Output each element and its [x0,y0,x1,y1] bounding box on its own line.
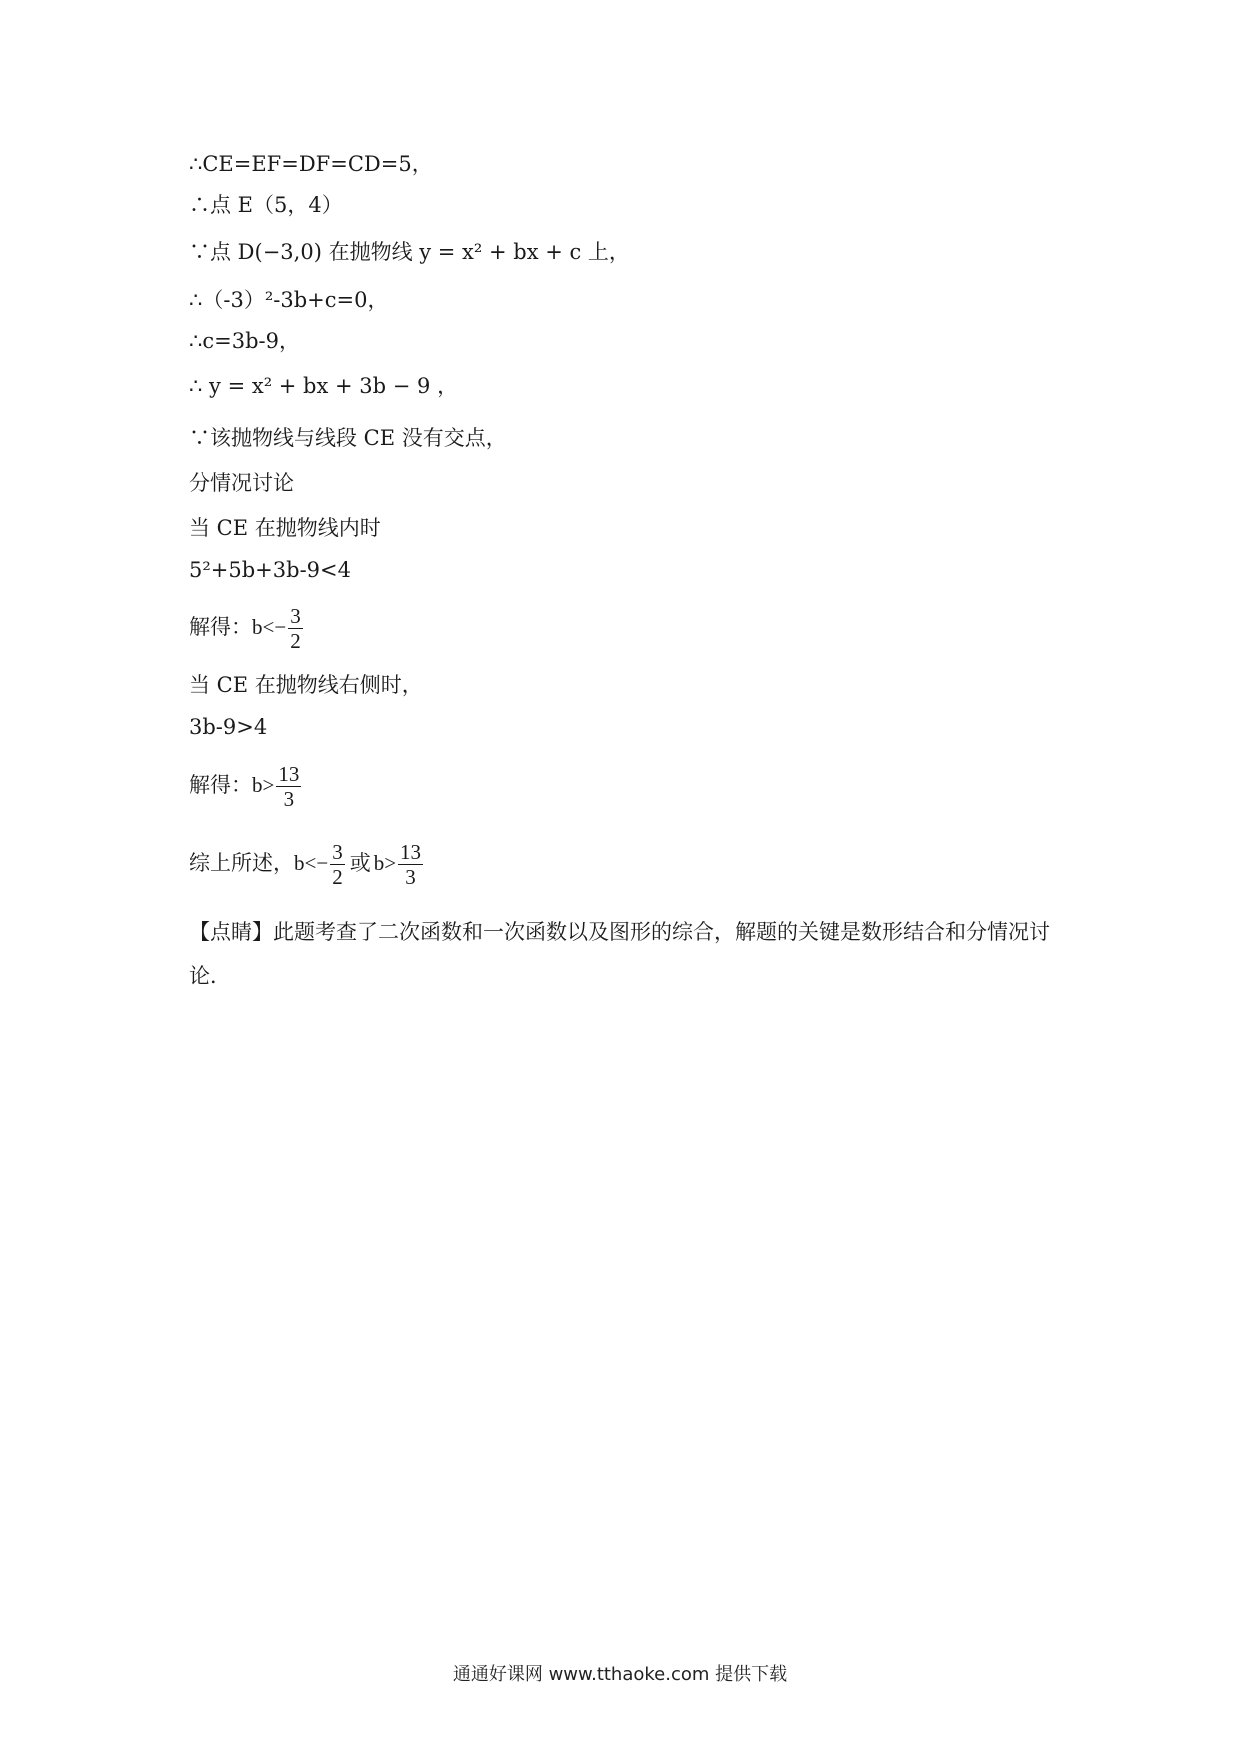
connector-text: 或 [349,851,371,875]
fraction-denominator: 3 [283,787,295,811]
inequality-text: b> [373,851,397,875]
fraction [288,604,303,653]
solve-label: 解得： [189,615,252,639]
case-right-line: 当 CE 在抛物线右侧时， [189,673,423,697]
c-expression-line: ∴c=3b-9， [189,329,300,353]
key-point-note: 【点睛】此题考查了二次函数和一次函数以及图形的综合，解题的关键是数形结合和分情况讨论． [189,920,1050,988]
case-discussion-line: 分情况讨论 [189,471,294,495]
summary-label: 综上所述， [189,851,294,875]
fraction [276,762,301,811]
inequality-right-line: 3b-9>4 [189,715,268,739]
no-intersection-line: ∵该抛物线与线段 CE 没有交点， [189,426,507,450]
point-d-on-parabola-line: ∵点 D(−3,0) 在抛物线 y = x² + bx + c 上， [189,240,630,264]
summary-line [189,833,425,893]
case-inside-line: 当 CE 在抛物线内时 [189,516,381,540]
equal-sides-line: ∴CE=EF=DF=CD=5， [189,152,433,176]
footer-source: 通通好课网 www.tthaoke.com 提供下载 [452,1664,788,1685]
inequality-text: b<− [294,851,329,875]
inequality-text: b> [252,773,275,797]
parabola-expression-line: ∴ y = x² + bx + 3b − 9 ， [189,374,459,398]
inequality-text: b<− [252,615,287,639]
solve-result-1 [189,597,305,657]
fraction-denominator: 3 [405,865,416,889]
fraction [398,840,423,889]
fraction [330,840,345,889]
fraction-numerator: 3 [290,604,301,628]
fraction-numerator: 13 [278,762,300,786]
fraction-numerator: 3 [332,840,343,864]
solve-label: 解得： [189,773,252,797]
fraction-denominator: 2 [290,629,301,653]
fraction-numerator: 13 [400,840,422,864]
point-e-line: ∴点 E（5，4） [189,193,343,217]
inequality-inside-line: 5²+5b+3b-9<4 [189,558,351,582]
fraction-denominator: 2 [332,865,343,889]
solve-result-2 [189,755,303,815]
substitution-line: ∴（-3）²-3b+c=0， [189,288,389,312]
